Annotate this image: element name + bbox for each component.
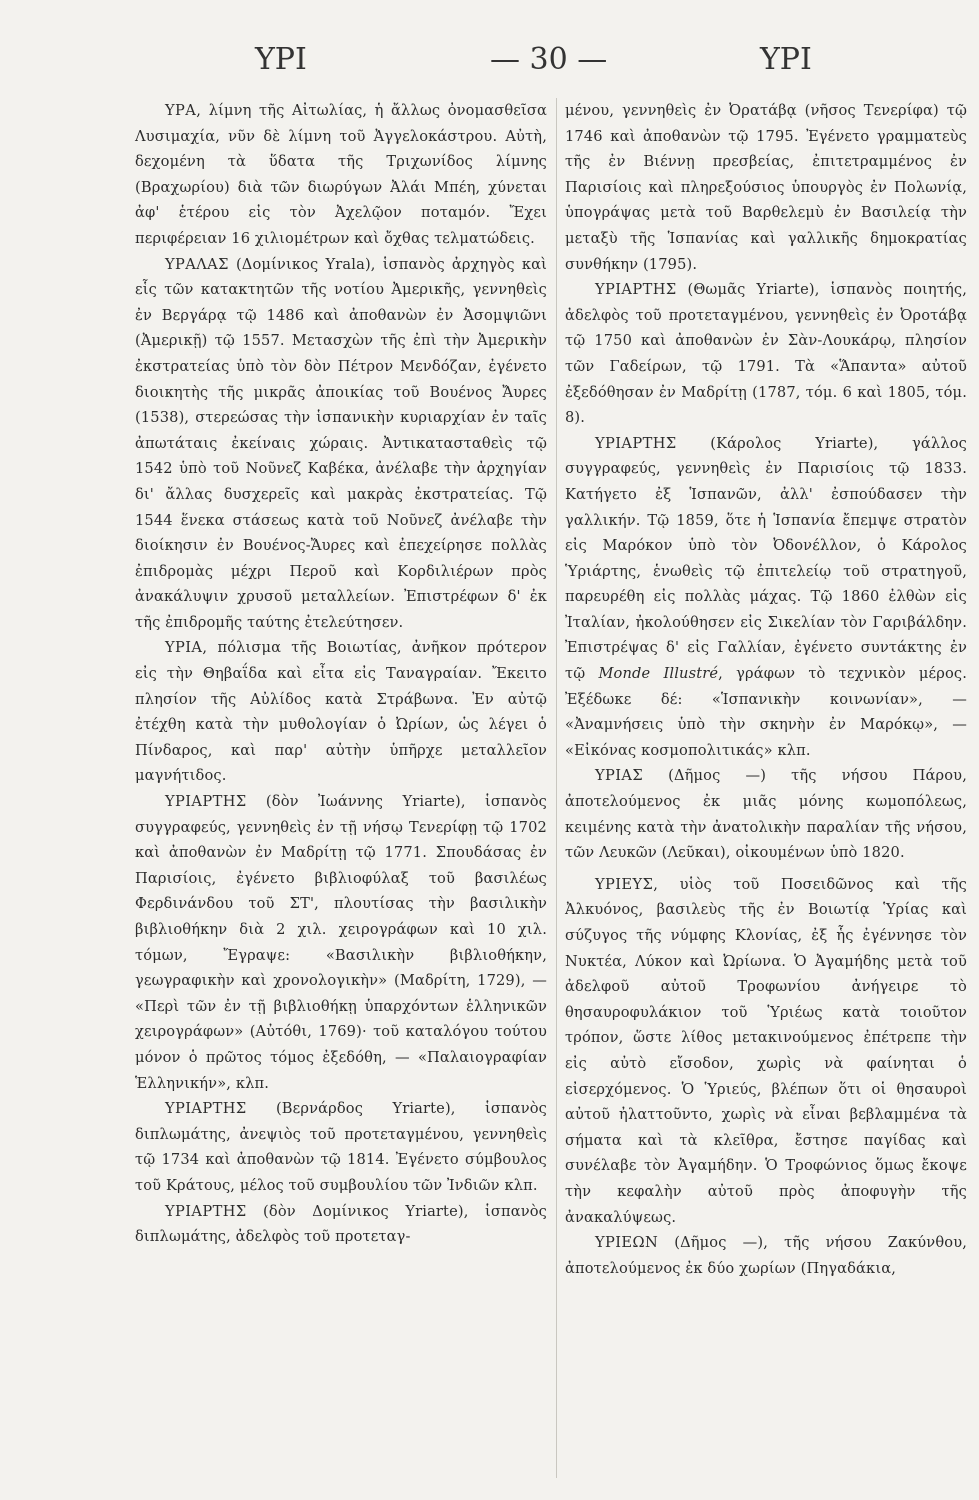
entry-headword: ΥΡΙΕΥΣ,	[595, 875, 659, 893]
entry-text: (δὸν Δομίνικος Yriarte), ἱσπανὸς διπλωμάτης, ἀδελφὸς τοῦ προτεταγ-	[135, 1202, 547, 1246]
entry-text: (Θωμᾶς Yriarte), ἱσπανὸς ποιητής, ἀδελφὸς τοῦ προτεταγμένου, γεννηθεὶς ἐν Ὀροτάβᾳ τῷ 1750 καὶ ἀποθανὼν ἐν Σὰν-Λουκάρῳ, πλησίον τῶν Γαδείρων, τῷ 1791. Τὰ «Ἅπαντα» αὐτοῦ ἐξεδόθησαν ἐν Μαδρίτῃ (1787, τόμ. 6 καὶ 1805, τόμ. 8).	[565, 281, 967, 427]
entry-text: (δὸν Ἰωάννης Yriarte), ἱσπανὸς συγγραφεύς, γεννηθεὶς ἐν τῇ νήσῳ Τενερίφῃ τῷ 1702 καὶ ἀποθανὼν ἐν Μαδρίτῃ τῷ 1771. Σπουδάσας ἐν Παρισίοις, ἐγένετο βιβλιοφύλαξ τοῦ βασιλέως Φερδινάνδου τοῦ ΣΤ', πλουτίσας τὴν βασιλικὴν βιβλιοθήκην διὰ 2 χιλ. χειρογράφων καὶ 10 χιλ. τόμων, Ἔγραψε: «Βασιλικὴν βιβλιοθήκην, γεωγραφικὴν καὶ χρονολογικὴν» (Μαδρίτη, 1729), — «Περὶ τῶν ἐν τῇ βιβλιοθήκῃ ὑπαρχόντων ἑλληνικῶν χειρογράφων» (Αὐτόθι, 1769)· τοῦ καταλόγου τούτου μόνον ὁ πρῶτος τόμος ἐξεδόθη, — «Παλαιογραφίαν Ἑλληνικήν», κλπ.	[135, 793, 547, 1092]
entry-headword: ΥΡΙΑΣ	[595, 767, 644, 785]
entry-text: πόλισμα τῆς Βοιωτίας, ἀνῆκον πρότερον εἰς τὴν Θηβαΐδα καὶ εἶτα εἰς Ταναγραίαν. Ἔκειτο πλησίον τῆς Αὐλίδος κατὰ Στράβωνα. Ἐν αὐτῷ ἐτέχθη κατὰ τὴν μυθολογίαν ὁ Ὠρίων, ὡς λέγει ὁ Πίνδαρος, καὶ παρ' αὐτὴν ὑπῆρχε μεταλλεῖον μαγνήτιδος.	[135, 639, 547, 785]
entry-headword: ΥΡΙΑΡΤΗΣ	[595, 281, 677, 299]
entry-uriartis-dominikos	[135, 1199, 547, 1250]
header-left-guideword: ΥΡΙ	[255, 42, 307, 77]
entry-text: (Βερνάρδος Yriarte), ἱσπανὸς διπλωμάτης, ἀνεψιὸς τοῦ προτεταγμένου, γεννηθεὶς τῷ 1734 καὶ ἀποθανὼν τῷ 1814. Ἐγένετο σύμβουλος τοῦ Κράτους, μέλος τοῦ συμβουλίου τῶν Ἰνδιῶν κλπ.	[135, 1100, 547, 1194]
entry-uria	[135, 635, 547, 789]
entry-continuation	[565, 98, 967, 277]
entry-text-after: , γράφων τὸ τεχνικὸν μέρος. Ἐξέδωκε δέ: «Ἱσπανικὴν κοινωνίαν», — «Ἀναμνήσεις ὑπὸ τὴν σκηνὴν ἐν Μαρόκῳ», — «Εἰκόνας κοσμοπολιτικάς» κλπ.	[565, 665, 968, 759]
left-column	[135, 98, 547, 1250]
entry-uriartis-ioannis	[135, 789, 547, 1096]
entry-text: λίμνη τῆς Αἰτωλίας, ἡ ἄλλως ὀνομασθεῖσα Λυσιμαχία, νῦν δὲ λίμνη τοῦ Ἀγγελοκάστρου. Αὐτὴ, δεχομένη τὰ ὕδατα τῆς Τριχωνίδος λίμνης (Βραχωρίου) διὰ τῶν διωρύγων Ἀλάι Μπέη, χύνεται ἀφ' ἑτέρου εἰς τὸν Ἀχελῷον ποταμόν. Ἔχει περιφέρειαν 16 χιλιομέτρων καὶ ὄχθας τελματώδεις.	[135, 102, 547, 247]
running-header	[0, 42, 979, 92]
entry-headword: ΥΡΙΑΡΤΗΣ	[595, 434, 677, 452]
entry-headword: ΥΡΑΛΑΣ	[165, 255, 229, 273]
journal-title: Monde Illustré	[598, 665, 719, 683]
entry-uriartis-karolos	[565, 431, 967, 764]
entry-urias	[565, 763, 967, 865]
entry-uralas	[135, 252, 547, 636]
column-divider	[556, 98, 557, 1478]
entry-urieus	[565, 872, 967, 1230]
entry-text: (Κάρολος Yriarte), γάλλος συγγραφεύς, γεννηθεὶς ἐν Παρισίοις τῷ 1833. Κατήγετο ἐξ Ἱσπανῶν, ἀλλ' ἐσπούδασεν τὴν γαλλικήν. Τῷ 1859, ὅτε ἡ Ἱσπανία ἔπεμψε στρατὸν εἰς Μαρόκον ὑπὸ τὸν Ὀδονέλλον, ὁ Κάρολος Ὑριάρτης, ἑνωθεὶς τῷ ἐπιτελείῳ τοῦ στρατηγοῦ, παρευρέθη εἰς πολλὰς μάχας. Τῷ 1860 ἐλθὼν εἰς Ἰταλίαν, ἠκολούθησεν εἰς Σικελίαν τὸν Γαριβάλδην. Ἐπιστρέψας δ' εἰς Γαλλίαν, ἐγένετο συντάκτης ἐν τῷ	[565, 434, 967, 683]
entry-headword: ΥΡΙΑΡΤΗΣ	[165, 1100, 247, 1118]
entry-text: (Δῆμος —), τῆς νήσου Ζακύνθου, ἀποτελούμενος ἐκ δύο χωρίων (Πηγαδάκια,	[565, 1234, 967, 1277]
entry-headword: ΥΡΙΑΡΤΗΣ	[165, 1202, 247, 1220]
header-right-guideword: ΥΡΙ	[760, 42, 812, 77]
entry-headword: ΥΡΙΕΩΝ	[595, 1234, 659, 1252]
entry-headword: ΥΡΑ,	[165, 102, 202, 119]
entry-headword: ΥΡΙΑ,	[165, 639, 208, 657]
entry-text: μένου, γεννηθεὶς ἐν Ὀρατάβᾳ (νῆσος Τενερίφα) τῷ 1746 καὶ ἀποθανὼν τῷ 1795. Ἐγένετο γραμματεὺς τῆς ἐν Βιέννῃ πρεσβείας, ἐπιτετραμμένος ἐν Παρισίοις καὶ πληρεξούσιος ὑπουργὸς ἐν Πολωνίᾳ, ὑπογράψας μετὰ τοῦ Βαρθελεμὺ ἐν Βασιλείᾳ τὴν μεταξὺ τῆς Ἱσπανίας καὶ γαλλικῆς δημοκρατίας συνθήκην (1795).	[565, 102, 967, 273]
entry-ura	[135, 98, 547, 252]
entry-uriartis-thomas	[565, 277, 967, 431]
entry-headword: ΥΡΙΑΡΤΗΣ	[165, 793, 247, 811]
right-column	[565, 98, 967, 1281]
entry-text: (Δομίνικος Yrala), ἱσπανὸς ἀρχηγὸς καὶ εἷς τῶν κατακτητῶν τῆς νοτίου Ἀμερικῆς, γεννηθεὶς ἐν Βεργάρᾳ τῷ 1486 καὶ ἀποθανὼν ἐν Ἀσομψιῶνι (Ἀμερικῇ) τῷ 1557. Μετασχὼν τῆς ἐπὶ τὴν Ἀμερικὴν ἐκστρατείας ὑπὸ τὸν δὸν Πέτρον Μενδόζαν, ἐγένετο διοικητὴς τῆς μικρᾶς ἀποικίας τοῦ Βουένος Ἄυρες (1538), στερεώσας τὴν ἱσπανικὴν κυριαρχίαν ἐν ταῖς ἀπωτάταις ἐκείναις χώραις. Ἀντικατασταθεὶς τῷ 1542 ὑπὸ τοῦ Νοῦνεζ Καβέκα, ἀνέλαβε τὴν ἀρχηγίαν δι' ἄλλας δυσχερεῖς καὶ μακρὰς ἐκστρατείας. Τῷ 1544 ἕνεκα στάσεως κατὰ τοῦ Νοῦνεζ ἀνέλαβε τὴν διοίκησιν ἐν Βουένος-Ἄυρες καὶ ἐπεχείρησε πολλὰς ἐπιδρομὰς μέχρι Περοῦ καὶ Κορδιλιέρων πρὸς ἀνακάλυψιν χρυσοῦ μεταλλείων. Ἐπιστρέφων δ' ἐκ τῆς ἐπιδρομῆς ταύτης ἐτελεύτησεν.	[135, 255, 547, 631]
page-number: — 30 —	[490, 42, 608, 77]
entry-uriartis-bernardos	[135, 1096, 547, 1198]
entry-urieon	[565, 1230, 967, 1281]
entry-text: (Δῆμος —) τῆς νήσου Πάρου, ἀποτελούμενος ἐκ μιᾶς μόνης κωμοπόλεως, κειμένης κατὰ τὴν ἀνατολικὴν παραλίαν τῆς νήσου, τῶν Λευκῶν (Λεῦκαι), οἰκουμένων ὑπὸ 1820.	[565, 767, 967, 862]
entry-text: υἱὸς τοῦ Ποσειδῶνος καὶ τῆς Ἀλκυόνος, βασιλεὺς τῆς ἐν Βοιωτίᾳ Ὑρίας καὶ σύζυγος τῆς νύμφης Κλονίας, ἐξ ἧς ἐγέννησε τὸν Νυκτέα, Λύκον καὶ Ὠρίωνα. Ὁ Ἀγαμήδης μετὰ τοῦ ἀδελφοῦ αὐτοῦ Τροφωνίου ἀνήγειρε τὸ θησαυροφυλάκιον τοῦ Ὑριέως κατὰ τοιοῦτον τρόπον, ὥστε λίθος μετακινούμενος ἐπέτρεπε τὴν εἰς αὐτὸ εἴσοδον, χωρὶς νὰ φαίνηται ὁ εἰσερχόμενος. Ὁ Ὑριεύς, βλέπων ὅτι οἱ θησαυροὶ αὐτοῦ ἠλαττοῦντο, χωρὶς νὰ εἶναι βεβλαμμένα τὰ σήματα καὶ τὰ κλεῖθρα, ἔστησε παγίδας καὶ συνέλαβε τὸν Ἀγαμήδην. Ὁ Τροφώνιος ὅμως ἔκοψε τὴν κεφαλὴν αὐτοῦ πρὸς ἀποφυγὴν τῆς ἀνακαλύψεως.	[565, 875, 967, 1226]
